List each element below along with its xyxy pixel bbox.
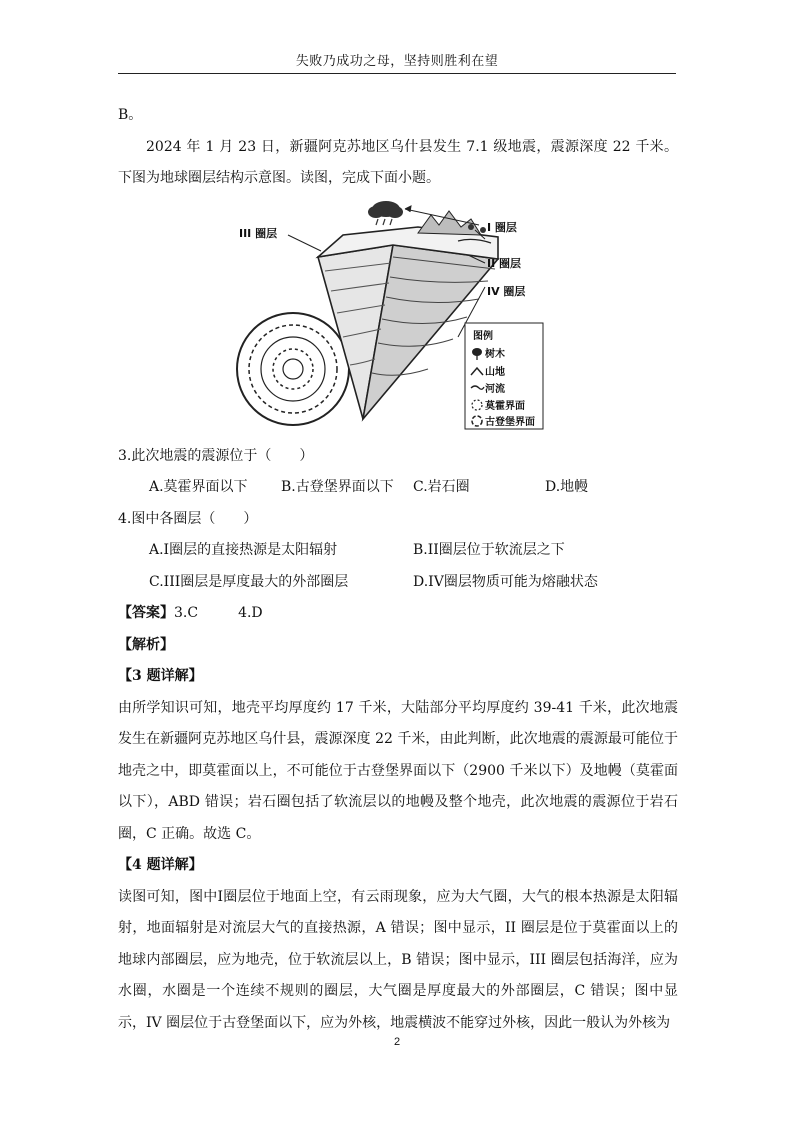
q3-option-d: D.地幔 — [545, 479, 589, 495]
q3-stem: 3.此次地震的震源位于（ ） — [118, 447, 314, 464]
answer-line — [118, 598, 678, 630]
page-content — [118, 100, 678, 1039]
earth-layers-diagram — [233, 197, 563, 437]
page-header-motto: 失败乃成功之母，坚持则胜利在望 — [295, 54, 499, 69]
layer1-label: I 圈层 — [487, 220, 517, 234]
detail4-text: 读图可知，图中I圈层位于地面上空，有云雨现象，应为大气圈，大气的根本热源是太阳辐射，地面辐射是对流层大气的直接热源，A 错误；图中显示，II 圈层是位于莫霍面以上的地球内部圈层，应为地壳，位于软流层以上，B 错误；图中显示，III 圈层包括海洋，应为水圈，水圈是一个连续不规则的圈层，大气圈是厚度最大的外部圈层，C 错误；图中显示，IV 圈层位于古登堡面以下，应为外核，地震横波不能穿过外核，因此一般认为外核为 — [118, 888, 678, 1031]
q4-stem: 4.图中各圈层（ ） — [118, 510, 258, 527]
layer4-label: IV 圈层 — [487, 284, 526, 298]
header-divider — [118, 73, 676, 74]
q3-options — [118, 472, 678, 504]
legend-item-mountain: 山地 — [485, 366, 505, 378]
earth-layers-figure — [118, 197, 678, 437]
answer-label: 【答案】 — [118, 605, 174, 621]
q4-options-row2 — [118, 567, 678, 599]
answer-q4: 4.D — [238, 605, 263, 621]
legend-title: 图例 — [473, 330, 493, 342]
detail3-text: 由所学知识可知，地壳平均厚度约 17 千米，大陆部分平均厚度约 39-41 千米，此次地震发生在新疆阿克苏地区乌什县，震源深度 22 千米，由此判断，此次地震的震源最可能位于地壳之中，即莫霍面以上，不可能位于古登堡界面以下（2900 千米以下）及地幔（莫霍面以下），ABD 错误；岩石圈包括了软流层以的地幔及整个地壳，此次地震的震源位于岩石圈，C 正确。故选 C。 — [118, 699, 678, 842]
detail4-title: 【4 题详解】 — [118, 857, 203, 873]
q4-option-c: C.III圈层是厚度最大的外部圈层 — [149, 573, 349, 590]
q3-option-c: C.岩石圈 — [413, 479, 470, 495]
layer3-label: III 圈层 — [239, 226, 278, 240]
legend-box — [465, 323, 543, 429]
answer-q3: 3.C — [174, 605, 199, 621]
q4-option-b: B.II圈层位于软流层之下 — [413, 542, 565, 558]
analysis-label: 【解析】 — [118, 636, 174, 653]
detail3-title: 【3 题详解】 — [118, 668, 203, 684]
layer2-label: II 圈层 — [487, 256, 522, 270]
q4-option-a: A.I圈层的直接热源是太阳辐射 — [149, 542, 338, 558]
question-stem: 2024 年 1 月 23 日，新疆阿克苏地区乌什县发生 7.1 级地震，震源深度 22 千米。下图为地球圈层结构示意图。读图，完成下面小题。 — [118, 138, 678, 186]
page-number: 2 — [393, 1036, 401, 1048]
legend-item-tree: 树木 — [485, 348, 505, 360]
legend-item-river: 河流 — [485, 383, 505, 395]
core-circles — [237, 313, 349, 425]
q3-option-a: A.莫霍界面以下 — [149, 479, 248, 495]
q3-option-b: B.古登堡界面以下 — [281, 479, 394, 495]
previous-answer-tail: B。 — [118, 107, 143, 123]
legend-item-moho: 莫霍界面 — [485, 400, 525, 412]
rain-cloud-icon — [368, 201, 403, 225]
q4-option-d: D.IV圈层物质可能为熔融状态 — [413, 573, 598, 590]
q4-options-row1 — [118, 535, 678, 567]
legend-item-gutenberg: 古登堡界面 — [485, 416, 535, 428]
